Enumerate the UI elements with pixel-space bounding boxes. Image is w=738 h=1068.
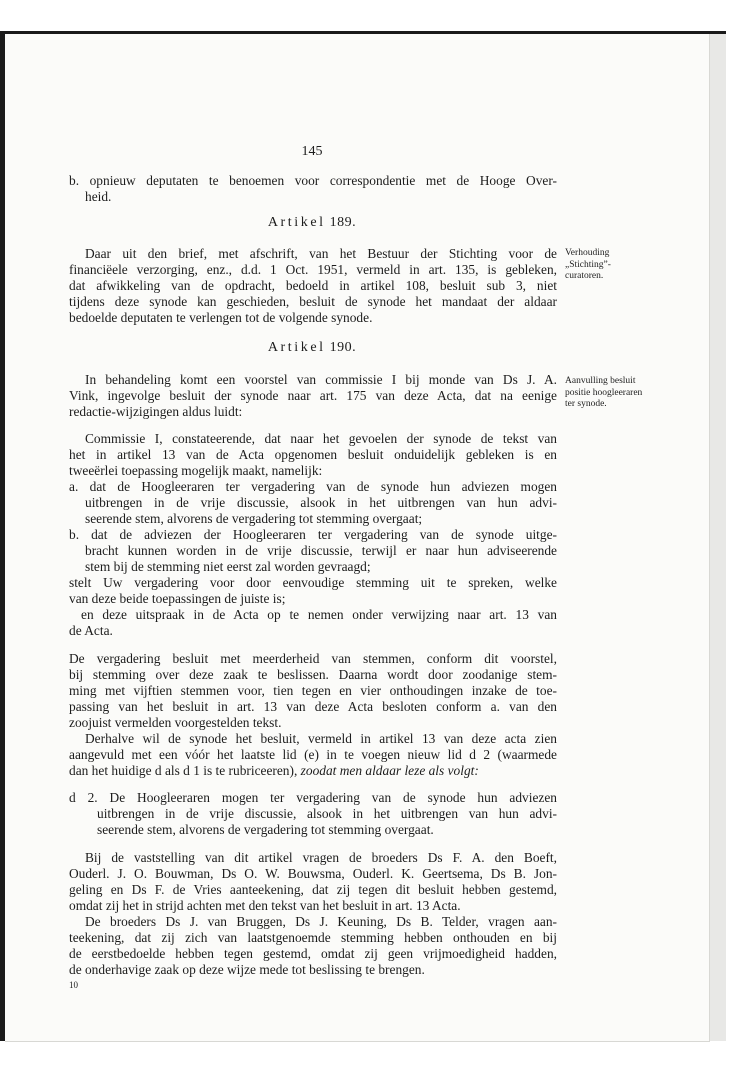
proposal-item-a-line-2: uitbrengen in de vrije discussie, alsook in het uitbrengen van hun advi- bbox=[85, 495, 557, 510]
page-number: 145 bbox=[301, 144, 323, 159]
article-190-heading-word: Artikel bbox=[267, 340, 326, 355]
article-190-heading bbox=[5, 340, 619, 356]
closing-line-7: de eerstbedoelde hebben tegen gestemd, omdat zij geen vrijmoedigheid hadden, bbox=[69, 946, 557, 961]
proposal-line-1: Commissie I, constateerende, dat naar het gevoelen der synode de tekst van bbox=[85, 431, 557, 446]
decision-line-7: aangevuld met een vóór het laatste lid (e) in te voegen nieuw lid d 2 (waarmede bbox=[69, 747, 557, 762]
proposal-line-2: het in artikel 13 van de Acta opgenomen besluit onduidelijk gebleken is en bbox=[69, 447, 557, 462]
decision-line-8 bbox=[69, 763, 557, 779]
d2-line-1: d 2. De Hoogleeraren mogen ter vergadering van de synode hun adviezen bbox=[69, 790, 557, 805]
article-190-margin-note bbox=[565, 376, 695, 411]
margin-note-line: ter synode. bbox=[565, 399, 607, 409]
article-189-margin-note bbox=[565, 248, 695, 283]
closing-line-6: teekening, dat zij zich van laatstgenoemde stemming hebben onthouden en bij bbox=[69, 930, 557, 945]
article-189-line-4: tijdens deze synode kan geschieden, besluit de synode het mandaat der aldaar bbox=[69, 294, 557, 309]
intro-item-line-1: b. opnieuw deputaten te benoemen voor correspondentie met de Hooge Over- bbox=[69, 173, 557, 188]
decision-line-4: passing van het besluit in art. 13 van deze Acta besloten conform a. van den bbox=[69, 699, 557, 714]
proposal-line-10: stelt Uw vergadering voor door eenvoudige stemming uit te spreken, welke bbox=[69, 575, 557, 590]
d2-line-2: uitbrengen in de vrije discussie, alsook in het uitbrengen van hun advi- bbox=[97, 806, 557, 821]
article-190-intro-line-1: In behandeling komt een voorstel van commissie I bij monde van Ds J. A. bbox=[85, 372, 557, 387]
margin-note-line: Aanvulling besluit bbox=[565, 376, 636, 386]
margin-note-line: curatoren. bbox=[565, 271, 604, 281]
scan-background-top bbox=[0, 0, 738, 33]
article-189-line-2: financiëele verzorging, enz., d.d. 1 Oct. 1951, vermeld in art. 135, is gebleken, bbox=[69, 262, 557, 277]
decision-line-5: zoojuist vermelden voorgestelden tekst. bbox=[69, 715, 282, 730]
proposal-line-13: de Acta. bbox=[69, 623, 113, 638]
decision-line-1: De vergadering besluit met meerderheid van stemmen, conform dit voorstel, bbox=[69, 651, 557, 666]
proposal-item-a-line-3: seerende stem, alvorens de vergadering tot stemming overgaat; bbox=[85, 511, 423, 526]
decision-line-3: ming met vijftien stemmen voor, tien tegen en vier onthoudingen inzake de toe- bbox=[69, 683, 557, 698]
closing-line-2: Ouderl. J. O. Bouwman, Ds O. W. Bouwsma, Ouderl. K. Geertsema, Ds B. Jon- bbox=[69, 866, 557, 881]
closing-line-4: omdat zij het in strijd achten met den tekst van het besluit in art. 13 Acta. bbox=[69, 898, 461, 913]
decision-line-8-text: dan het huidige d als d 1 is te rubriceeren), bbox=[69, 763, 298, 778]
scan-edge-right bbox=[709, 34, 726, 1041]
article-189-line-3: dat afwikkeling van de opdracht, bedoeld in artikel 108, besluit sub 3, niet bbox=[69, 278, 557, 293]
proposal-item-b-line-3: stem bij de stemming niet eerst zal worden gevraagd; bbox=[85, 559, 371, 574]
closing-line-1: Bij de vaststelling van dit artikel vragen de broeders Ds F. A. den Boeft, bbox=[85, 850, 557, 865]
closing-line-8: de onderhavige zaak op deze wijze mede tot beslissing te brengen. bbox=[69, 962, 425, 977]
document-page bbox=[5, 34, 710, 1042]
decision-line-6: Derhalve wil de synode het besluit, vermeld in artikel 13 van deze acta zien bbox=[85, 731, 557, 746]
intro-item-line-2: heid. bbox=[85, 189, 112, 204]
scan-background-bottom bbox=[0, 1041, 738, 1068]
article-189-heading bbox=[5, 215, 619, 231]
decision-line-8-italic: zoodat men aldaar leze als volgt: bbox=[300, 763, 479, 778]
proposal-line-3: tweeërlei toepassing mogelijk maakt, namelijk: bbox=[69, 463, 323, 478]
article-189-line-1: Daar uit den brief, met afschrift, van het Bestuur der Stichting voor de bbox=[85, 246, 557, 261]
margin-note-line: positie hoogleeraren bbox=[565, 387, 643, 398]
signature-mark: 10 bbox=[69, 980, 78, 990]
decision-line-2: bij stemming over deze zaak te beslissen. Daarna wordt door zoodanige stem- bbox=[69, 667, 557, 682]
proposal-item-b-line-2: bracht kunnen worden in de vrije discussie, terwijl er naar hun adviseerende bbox=[85, 543, 557, 558]
proposal-item-a-line-1: a. dat de Hoogleeraren ter vergadering van de synode hun adviezen mogen bbox=[69, 479, 557, 494]
proposal-line-11: van deze beide toepassingen de juiste is; bbox=[69, 591, 286, 606]
d2-line-3: seerende stem, alvorens de vergadering tot stemming overgaat. bbox=[97, 822, 434, 837]
proposal-item-b-line-1: b. dat de adviezen der Hoogleeraren ter vergadering van de synode uitge- bbox=[69, 527, 557, 542]
article-190-heading-number: 190. bbox=[329, 340, 357, 355]
article-190-intro-line-2: Vink, ingevolge besluit der synode naar art. 175 van deze Acta, dat na eenige bbox=[69, 388, 557, 403]
article-190-intro-line-3: redactie-wijzigingen aldus luidt: bbox=[69, 404, 243, 419]
closing-line-5: De broeders Ds J. van Bruggen, Ds J. Keuning, Ds B. Telder, vragen aan- bbox=[85, 914, 557, 929]
proposal-line-12: en deze uitspraak in de Acta op te nemen onder verwijzing naar art. 13 van bbox=[81, 607, 557, 622]
article-189-line-5: bedoelde deputaten te verlengen tot de volgende synode. bbox=[69, 310, 373, 325]
closing-line-3: geling en Ds F. de Vries aanteekening, dat zij tegen dit besluit hebben gestemd, bbox=[69, 882, 557, 897]
margin-note-line: „Stichting”- bbox=[565, 259, 611, 270]
article-189-heading-word: Artikel bbox=[267, 215, 326, 230]
margin-note-line: Verhouding bbox=[565, 248, 610, 258]
article-189-heading-number: 189. bbox=[329, 215, 357, 230]
